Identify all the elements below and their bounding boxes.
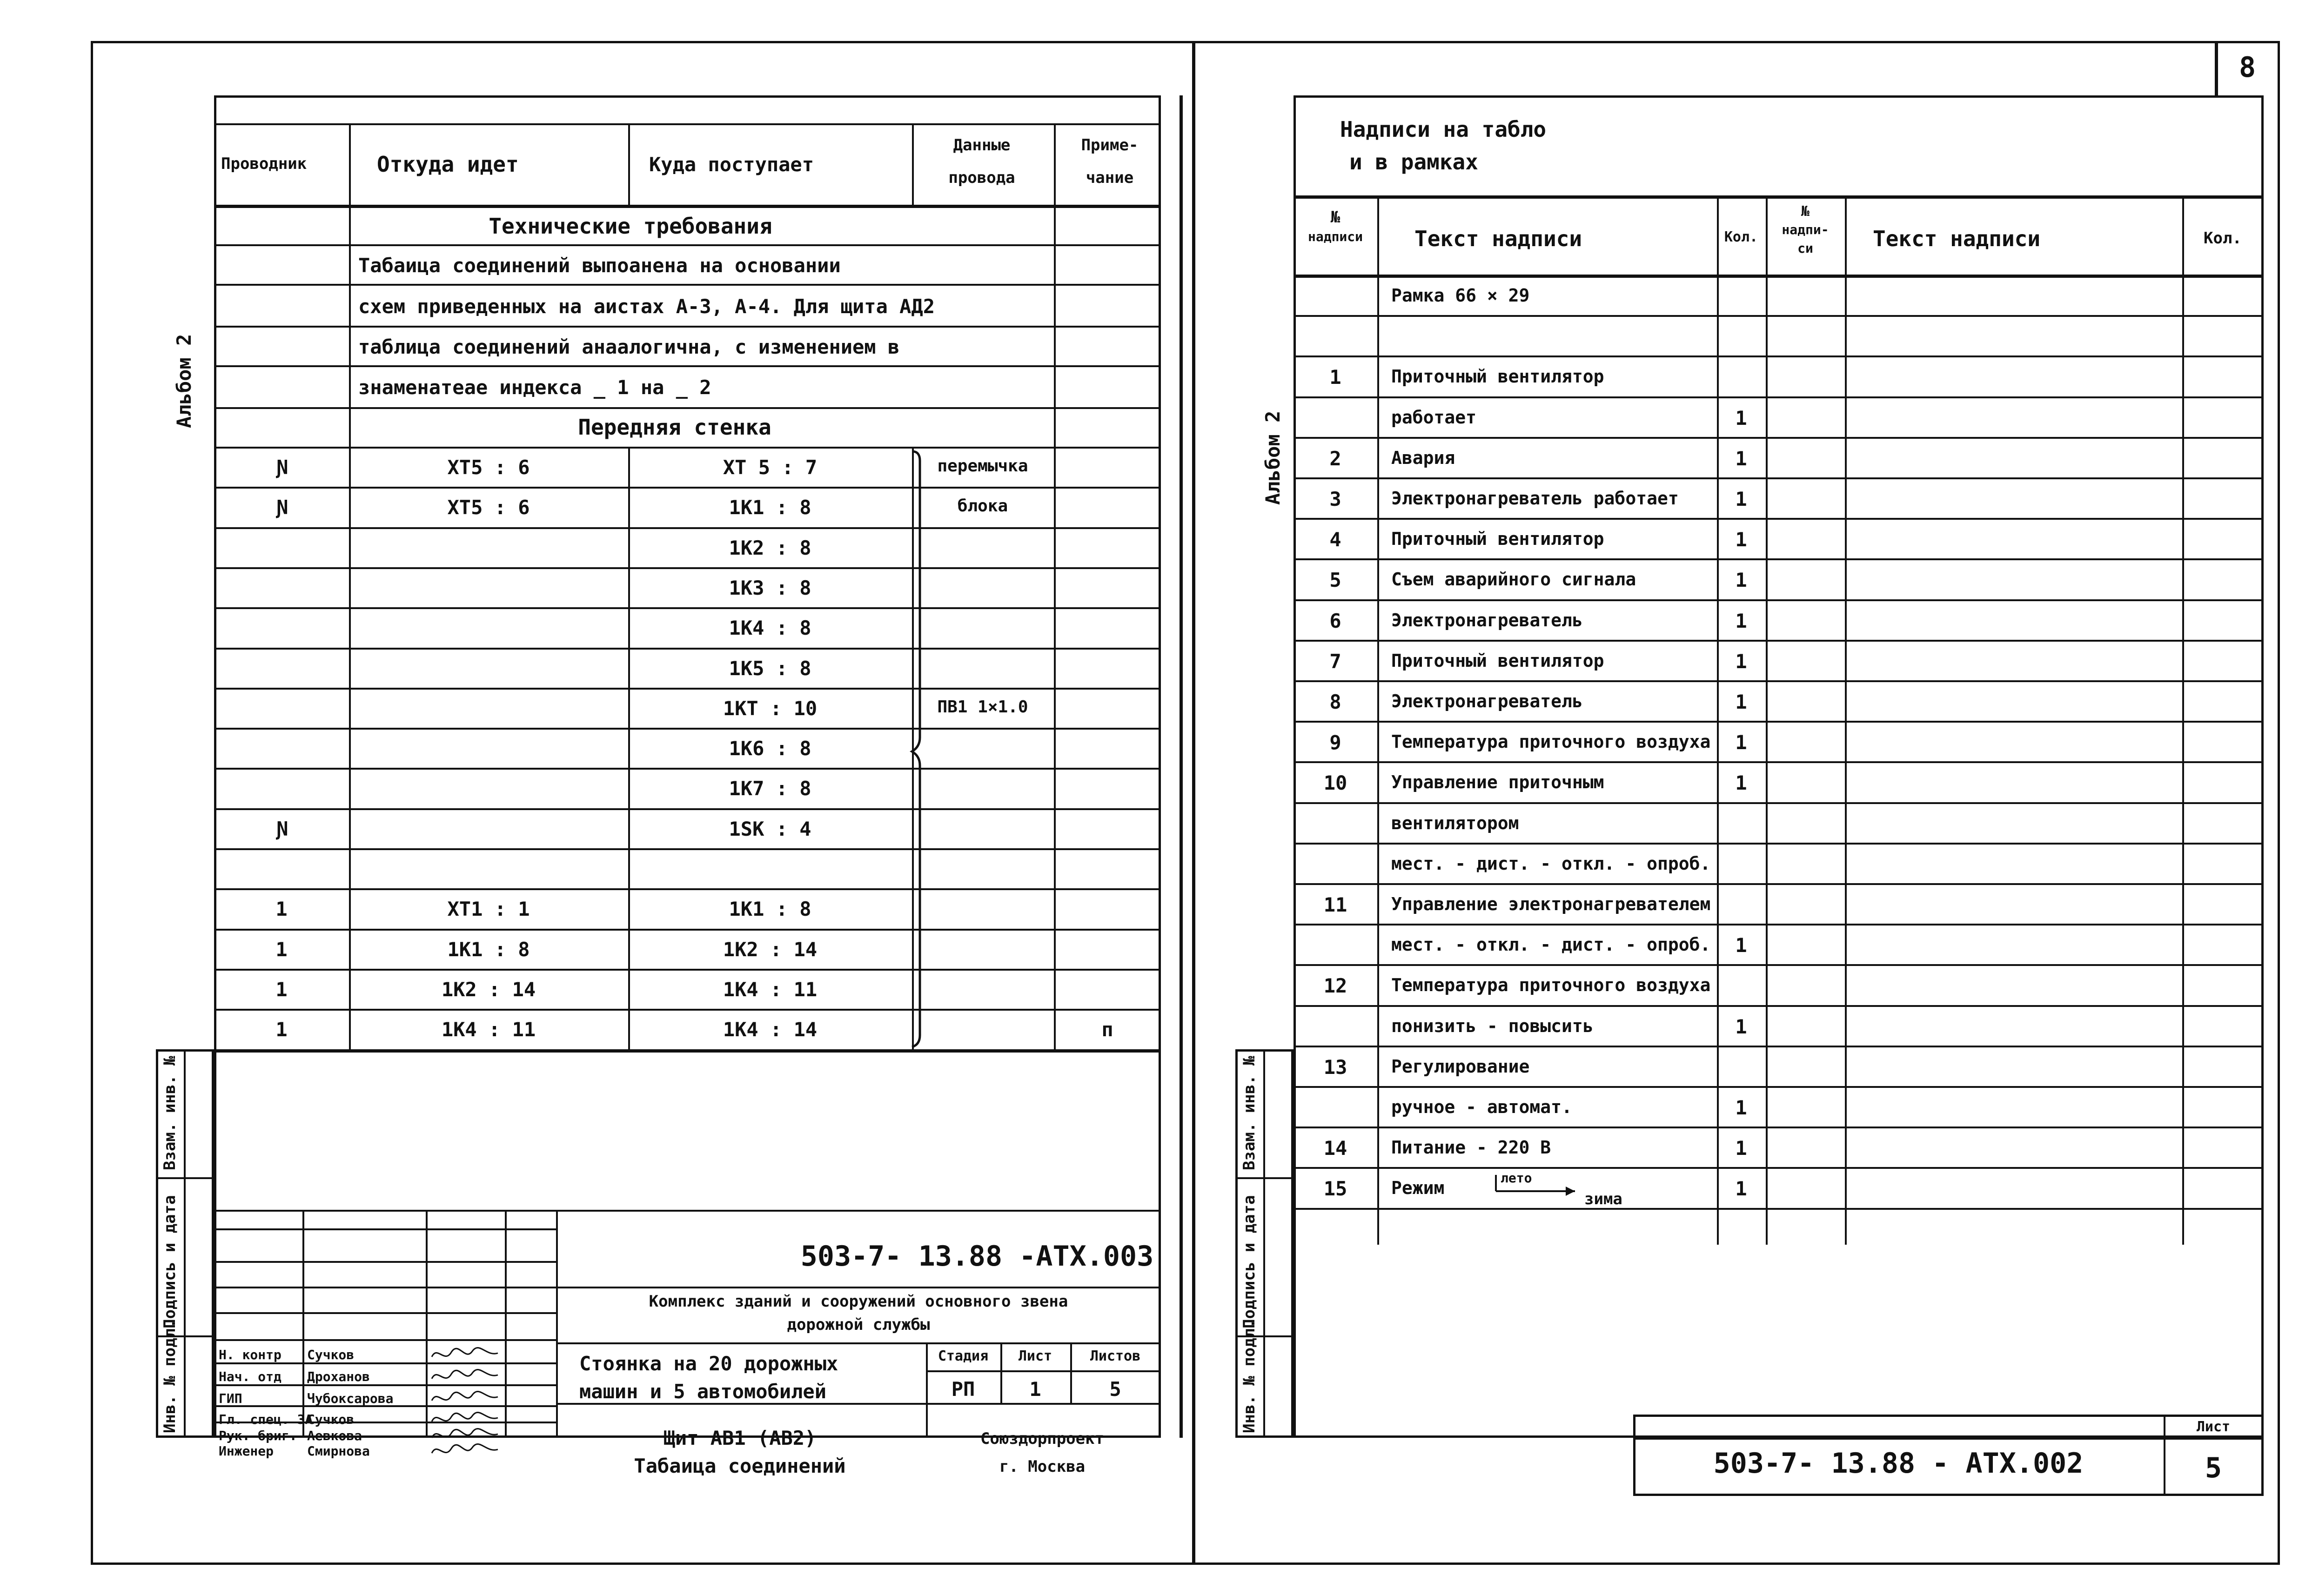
subject-line-2: Табаица соединений — [634, 1455, 846, 1477]
rh-num-1: № — [1330, 208, 1340, 227]
table-cell-c3: 1K4 : 11 — [723, 978, 818, 1001]
tb-col — [505, 1210, 507, 1438]
signature-mark — [428, 1439, 503, 1462]
tb-row — [926, 1370, 1161, 1372]
label-number: 8 — [1329, 691, 1341, 713]
side-stamp-inv-orig: Инв. № подл. — [161, 1319, 179, 1433]
table-cell-c2: XT1 : 1 — [447, 898, 530, 921]
row-line — [214, 326, 1161, 328]
right-side-stamp-inv-orig: Инв. № подл. — [1240, 1319, 1259, 1433]
row-line — [1294, 761, 2264, 763]
req-line-2: схем приведенных на аистах А-3, А-4. Для щита АД2 — [358, 295, 935, 318]
table-cell-c3: 1K6 : 8 — [729, 737, 811, 760]
row-line — [214, 648, 1161, 650]
table-cell-c1: Ɲ — [275, 817, 288, 840]
staff-name: Смирнова — [307, 1443, 370, 1459]
rh-qty: Кол. — [1724, 229, 1758, 245]
col-line-1 — [349, 123, 351, 1049]
row-line — [214, 969, 1161, 971]
staff-name: Сучков — [307, 1412, 355, 1427]
side-stamp-divider — [184, 1049, 186, 1438]
row-line — [1294, 518, 2264, 520]
table-cell-c3: XT 5 : 7 — [723, 456, 818, 479]
staff-name: Чубоксарова — [307, 1391, 394, 1406]
complex-line-1: Комплекс зданий и сооружений основного звена — [649, 1292, 1068, 1311]
right-title-line-2: и в рамках — [1349, 149, 1478, 174]
stamp-sheet-value: 5 — [2205, 1452, 2222, 1484]
tb-row — [214, 1384, 556, 1386]
row-line — [1294, 437, 2264, 439]
label-number: 2 — [1329, 447, 1341, 470]
header-bottom-line — [214, 205, 1161, 208]
table-cell-c3: 1K3 : 8 — [729, 576, 811, 599]
sheets-value: 5 — [1109, 1378, 1121, 1401]
row-line — [214, 487, 1161, 489]
label-quantity: 1 — [1735, 1137, 1747, 1160]
label-number: 1 — [1329, 366, 1341, 389]
stamp-sheet-line — [2164, 1438, 2264, 1440]
col-line-2a — [628, 123, 630, 205]
table-cell-c3: 1K2 : 14 — [723, 938, 818, 961]
sheets-label: Листов — [1090, 1348, 1141, 1364]
label-text: мест. - откл. - дист. - опроб. — [1391, 934, 1711, 955]
label-text: Электронагреватель — [1391, 610, 1583, 630]
row-line — [1294, 680, 2264, 682]
label-quantity: 1 — [1735, 569, 1747, 592]
rh-num-2: надписи — [1307, 229, 1363, 244]
row-line — [214, 284, 1161, 286]
table-cell-c2: 1K4 : 11 — [441, 1018, 536, 1041]
rh-qty2: Кол. — [2204, 229, 2242, 248]
right-side-stamp-inv-sub: Взам. инв. № — [1240, 1056, 1259, 1170]
header-conductor: Проводник — [221, 154, 307, 173]
project-line-1: Стоянка на 20 дорожных — [579, 1352, 838, 1375]
table-cell-c1: Ɲ — [275, 496, 288, 519]
label-number: 10 — [1323, 771, 1347, 795]
label-number: 12 — [1323, 974, 1347, 998]
req-line-4: знаменатеае индекса _ 1 на _ 2 — [358, 376, 711, 399]
staff-role: Н. контр — [219, 1347, 281, 1362]
label-quantity: 1 — [1735, 488, 1747, 510]
label-text: Приточный вентилятор — [1391, 529, 1604, 550]
table-cell-c3: 1K4 : 14 — [723, 1018, 818, 1041]
label-number: 15 — [1323, 1177, 1347, 1200]
label-text: Питание - 220 В — [1391, 1137, 1551, 1158]
label-quantity: 1 — [1735, 731, 1747, 754]
table-cell-c3: 1SK : 4 — [729, 817, 811, 840]
side-stamp-line — [156, 1177, 214, 1179]
row-line — [1294, 1086, 2264, 1088]
staff-name: Дроханов — [307, 1369, 370, 1384]
label-quantity: 1 — [1735, 771, 1747, 795]
tb-row — [214, 1339, 556, 1341]
sheet-label: Лист — [1018, 1348, 1052, 1364]
org-line-1: Союздорпроект — [980, 1429, 1105, 1448]
subject-line-1: Щит АВ1 (АВ2) — [663, 1427, 817, 1449]
table-cell-c3: 1K4 : 8 — [729, 617, 811, 640]
row-line — [1294, 721, 2264, 723]
header-wire-data-2: провода — [948, 168, 1015, 187]
stamp-sheet-label: Лист — [2196, 1419, 2231, 1435]
table-cell-c4: ПВ1 1×1.0 — [937, 697, 1028, 717]
label-text: Электронагреватель работает — [1391, 488, 1679, 509]
label-text: Режим — [1391, 1178, 1445, 1199]
table-cell-c2: 1K2 : 14 — [441, 978, 536, 1001]
table-cell-c3: 1K1 : 8 — [729, 898, 811, 921]
row-line — [1294, 883, 2264, 885]
tb-row — [214, 1228, 556, 1230]
row-line — [1294, 1005, 2264, 1007]
label-text: мест. - дист. - откл. - опроб. — [1391, 853, 1711, 874]
label-text: ручное - автомат. — [1391, 1097, 1572, 1117]
tb-row — [214, 1261, 556, 1263]
rh-text2: Текст надписи — [1873, 226, 2041, 251]
table-cell-c3: 1KT : 10 — [723, 697, 818, 720]
signature-mark — [428, 1343, 503, 1366]
row-line — [214, 888, 1161, 890]
stage-label: Стадия — [938, 1348, 989, 1364]
label-quantity: 1 — [1735, 528, 1747, 551]
mode-winter: зима — [1584, 1190, 1622, 1208]
tb-row — [214, 1312, 556, 1314]
technical-requirements-title: Технические требования — [489, 214, 772, 239]
rh-text: Текст надписи — [1414, 226, 1582, 251]
label-text: Авария — [1391, 447, 1455, 468]
side-stamp-divider — [1263, 1049, 1265, 1438]
label-number: 7 — [1329, 650, 1341, 673]
sheet-number: 8 — [2239, 51, 2256, 84]
table-cell-c1: 1 — [275, 898, 288, 921]
staff-role: ГИП — [219, 1391, 242, 1406]
row-line — [1294, 843, 2264, 845]
col-line-2b — [628, 447, 630, 1049]
signature-mark — [428, 1365, 503, 1388]
table-cell-c3: 1K2 : 8 — [729, 536, 811, 559]
row-line — [214, 848, 1161, 850]
label-number: 13 — [1323, 1055, 1347, 1079]
tb-col — [426, 1210, 428, 1438]
right-side-stamp-signature: Подпись и дата — [1240, 1195, 1259, 1328]
tb-row — [214, 1287, 1161, 1288]
row-line — [214, 447, 1161, 449]
tb-row — [214, 1362, 556, 1364]
side-stamp-signature: Подпись и дата — [161, 1195, 179, 1328]
table-cell-c2: XT5 : 6 — [447, 456, 530, 479]
label-text: Регулирование — [1391, 1056, 1530, 1077]
row-line — [1294, 964, 2264, 966]
table-cell-c2: XT5 : 6 — [447, 496, 530, 519]
side-stamp-inv-sub: Взам. инв. № — [161, 1056, 179, 1170]
front-wall-title: Передняя стенка — [578, 415, 771, 440]
label-text: Управление приточным — [1391, 772, 1604, 793]
rh-num2-1: № — [1801, 203, 1810, 220]
row-line — [214, 768, 1161, 770]
right-header-top — [1294, 195, 2264, 199]
label-number: 11 — [1323, 893, 1347, 916]
drawing-code: 503-7- 13.88 -АТХ.003 — [800, 1240, 1154, 1273]
row-line — [1294, 558, 2264, 560]
table-cell-c4: блока — [957, 496, 1008, 516]
stamp-code: 503-7- 13.88 - АТХ.002 — [1713, 1447, 2084, 1480]
label-quantity: 1 — [1735, 934, 1747, 957]
label-quantity: 1 — [1735, 1015, 1747, 1038]
row-line — [214, 365, 1161, 367]
header-note-2: чание — [1086, 168, 1134, 187]
col-line-4 — [1054, 123, 1056, 1049]
col-line-3a — [912, 123, 914, 205]
table-cell-c1: 1 — [275, 978, 288, 1001]
label-quantity: 1 — [1735, 609, 1747, 632]
header-from: Откуда идет — [377, 152, 519, 177]
table-cell-c3: 1K1 : 8 — [729, 496, 811, 519]
row-line — [1294, 315, 2264, 317]
label-text: Температура приточного воздуха — [1391, 975, 1711, 996]
table-cell-c2: 1K1 : 8 — [447, 938, 530, 961]
row-line — [1294, 477, 2264, 479]
project-line-2: машин и 5 автомобилей — [579, 1380, 827, 1403]
label-text: Электронагреватель — [1391, 691, 1583, 711]
row-line — [1294, 924, 2264, 925]
right-title-line-1: Надписи на табло — [1340, 117, 1547, 142]
label-text: Рамка 66 × 29 — [1391, 285, 1530, 306]
staff-name: Сучков — [307, 1347, 355, 1362]
row-line — [1294, 1127, 2264, 1128]
sheet-fold-line — [1192, 41, 1195, 1565]
label-number: 3 — [1329, 488, 1341, 510]
complex-line-2: дорожной службы — [787, 1315, 930, 1334]
tb-col — [926, 1342, 928, 1438]
row-line — [214, 929, 1161, 931]
staff-role: Инженер — [219, 1443, 274, 1459]
row-line — [214, 808, 1161, 810]
table-cell-c1: 1 — [275, 1018, 288, 1041]
label-number: 5 — [1329, 569, 1341, 592]
table-cell-c4: перемычка — [937, 456, 1028, 476]
label-number: 9 — [1329, 731, 1341, 754]
label-text: Съем аварийного сигнала — [1391, 569, 1636, 590]
header-note-1: Приме- — [1081, 136, 1139, 154]
row-line — [1294, 1167, 2264, 1169]
org-line-2: г. Москва — [999, 1457, 1086, 1476]
label-text: Приточный вентилятор — [1391, 366, 1604, 387]
tb-row — [556, 1403, 1161, 1405]
tb-col — [1000, 1342, 1002, 1403]
signature-mark — [428, 1387, 503, 1410]
label-quantity: 1 — [1735, 691, 1747, 713]
row-line — [214, 244, 1161, 246]
staff-role: Рук. бриг. — [219, 1428, 297, 1443]
tb-col — [302, 1210, 304, 1438]
table-cell-c1: 1 — [275, 938, 288, 961]
header-top-line — [214, 123, 1161, 125]
label-quantity: 1 — [1735, 406, 1747, 429]
label-text: понизить - повысить — [1391, 1015, 1594, 1036]
label-quantity: 1 — [1735, 1177, 1747, 1200]
req-line-3: таблица соединений анаалогична, с изменением в — [358, 335, 900, 358]
title-block-top — [214, 1210, 1161, 1212]
tb-col — [1070, 1342, 1072, 1403]
left-right-edge — [1180, 95, 1183, 1438]
row-line — [1294, 396, 2264, 398]
row-line — [1294, 1208, 2264, 1210]
rh-num2-3: си — [1797, 241, 1813, 256]
label-number: 14 — [1323, 1137, 1347, 1160]
sheet-value: 1 — [1029, 1378, 1041, 1401]
req-line-1: Табаица соединений выпоанена на основании — [358, 254, 841, 277]
label-text: работает — [1391, 407, 1477, 428]
header-wire-data-1: Данные — [953, 136, 1011, 154]
row-line — [214, 728, 1161, 730]
label-quantity: 1 — [1735, 447, 1747, 470]
label-quantity: 1 — [1735, 650, 1747, 673]
label-quantity: 1 — [1735, 1096, 1747, 1119]
row-line — [1294, 599, 2264, 601]
label-text: Температура приточного воздуха — [1391, 731, 1711, 752]
table-cell-c5: п — [1101, 1018, 1113, 1041]
row-line — [1294, 640, 2264, 642]
mode-summer: лето — [1501, 1170, 1532, 1186]
row-line — [214, 527, 1161, 529]
row-line — [214, 607, 1161, 609]
jumper-brace — [910, 449, 928, 1054]
label-text: Управление электронагревателем — [1391, 894, 1711, 914]
sheet-number-box — [2215, 41, 2218, 95]
row-line — [214, 1009, 1161, 1011]
header-to: Куда поступает — [649, 153, 814, 176]
right-header-bottom — [1294, 275, 2264, 278]
rh-num2-2: надпи- — [1782, 222, 1829, 237]
table-cell-c1: Ɲ — [275, 456, 288, 479]
row-line — [1294, 1046, 2264, 1047]
staff-role: Нач. отд — [219, 1369, 281, 1384]
staff-role: Гл. спец. ЗА — [219, 1412, 313, 1427]
row-line — [1294, 802, 2264, 804]
album-label: Альбом 2 — [173, 334, 195, 428]
row-line — [214, 688, 1161, 690]
label-text: вентилятором — [1391, 812, 1519, 833]
stage-value: РП — [951, 1378, 975, 1401]
label-number: 4 — [1329, 528, 1341, 551]
table-bottom-line — [214, 1049, 1161, 1053]
right-album-label: Альбом 2 — [1261, 410, 1284, 505]
row-line — [214, 567, 1161, 569]
label-number: 6 — [1329, 609, 1341, 632]
staff-name: Аевкова — [307, 1428, 362, 1443]
side-stamp-line — [1235, 1177, 1294, 1179]
table-cell-c3: 1K5 : 8 — [729, 657, 811, 680]
label-text: Приточный вентилятор — [1391, 650, 1604, 671]
row-line — [1294, 355, 2264, 357]
table-cell-c3: 1K7 : 8 — [729, 777, 811, 800]
row-line — [214, 407, 1161, 409]
